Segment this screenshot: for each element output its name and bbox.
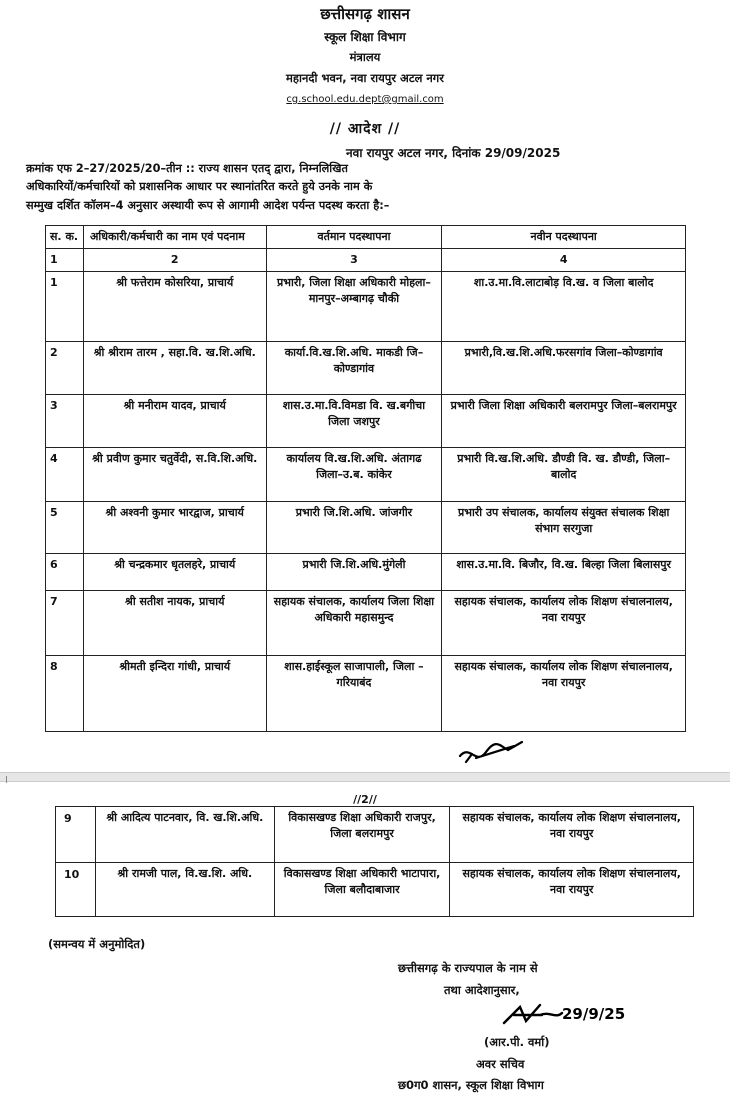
signatory-designation: अवर सचिव	[476, 1057, 525, 1071]
name-cell: श्री प्रवीण कुमार चतुर्वेदी, स.वि.शि.अधि.	[83, 448, 266, 502]
new-posting-cell: प्रभारी जिला शिक्षा अधिकारी बलरामपुर जिला–बलरामपुर	[442, 395, 686, 448]
approval-note: (समन्वय में अनुमोदित)	[48, 937, 146, 951]
governor-order-line: छत्तीसगढ़ के राज्यपाल के नाम से	[398, 961, 538, 975]
current-posting-cell: शास.हाईस्कूल साजापाली, जिला –गरियाबंद	[266, 656, 442, 732]
order-text-line-2: अधिकारियों/कर्मचारियों को प्रशासनिक आधार पर स्थानांतरित करते हुये उनके नाम के	[26, 180, 373, 193]
signatory-office: छ0ग0 शासन, स्कूल शिक्षा विभाग	[398, 1078, 544, 1092]
name-cell: श्री अश्वनी कुमार भारद्वाज, प्राचार्य	[83, 502, 266, 554]
order-heading: // आदेश //	[329, 121, 401, 137]
current-posting-cell: कार्या.वि.ख.शि.अधि. माकडी जि–कोण्डागांव	[266, 342, 442, 395]
name-cell: श्री मनीराम यादव, प्राचार्य	[83, 395, 266, 448]
table-row	[46, 342, 686, 395]
table-row	[46, 591, 686, 656]
officer-signature	[500, 993, 630, 1035]
new-posting-cell: शास.उ.मा.वि. बिजौर, वि.ख. बिल्हा जिला बिलासपुर	[442, 554, 686, 591]
initials-signature	[456, 738, 526, 768]
current-posting-cell: प्रभारी जि.शि.अधि.मुंगेली	[266, 554, 442, 591]
government-title: छत्तीसगढ़ शासन	[320, 5, 410, 23]
serial-cell: 9	[56, 807, 96, 863]
new-posting-cell: सहायक संचालक, कार्यालय लोक शिक्षण संचालनालय, नवा रायपुर	[442, 656, 686, 732]
table-row	[56, 863, 694, 917]
serial-cell: 5	[46, 502, 84, 554]
column-number-row	[46, 249, 686, 272]
new-posting-cell: प्रभारी,वि.ख.शि.अधि.फरसगांव जिला–कोण्डागांव	[442, 342, 686, 395]
new-posting-cell: शा.उ.मा.वि.लाटाबोड़ वि.ख. व जिला बालोद	[442, 272, 686, 342]
header-name: अधिकारी/कर्मचारी का नाम एवं पदनाम	[83, 226, 266, 249]
current-posting-cell: विकासखण्ड शिक्षा अधिकारी राजपुर, जिला बलरामपुर	[274, 807, 450, 863]
column-number: 3	[266, 249, 442, 272]
serial-cell: 4	[46, 448, 84, 502]
name-cell: श्री श्रीराम तारम , सहा.वि. ख.शि.अधि.	[83, 342, 266, 395]
header-serial: स. क.	[46, 226, 84, 249]
ministry-title: मंत्रालय	[349, 50, 381, 64]
order-text-line-1: क्रमांक एफ 2–27/2025/20–तीन :: राज्य शासन एतद् द्वारा, निम्नलिखित	[26, 162, 348, 175]
department-title: स्कूल शिक्षा विभाग	[324, 30, 406, 44]
new-posting-cell: प्रभारी उप संचालक, कार्यालय संयुक्त संचालक शिक्षा संभाग सरगुजा	[442, 502, 686, 554]
new-posting-cell: सहायक संचालक, कार्यालय लोक शिक्षण संचालनालय, नवा रायपुर	[450, 807, 694, 863]
new-posting-cell: प्रभारी वि.ख.शि.अधि. डौण्डी वि. ख. डौण्डी, जिला–बालोद	[442, 448, 686, 502]
table-row	[56, 807, 694, 863]
order-dateline: नवा रायपुर अटल नगर, दिनांक 29/09/2025	[346, 146, 561, 160]
name-cell: श्री चन्द्रकमार धृतलहरे, प्राचार्य	[83, 554, 266, 591]
by-order-line: तथा आदेशानुसार,	[444, 983, 520, 997]
serial-cell: 3	[46, 395, 84, 448]
name-cell: श्री फत्तेराम कोसरिया, प्राचार्य	[83, 272, 266, 342]
table-row	[46, 395, 686, 448]
order-page-2	[0, 783, 730, 1100]
name-cell: श्री सतीश नायक, प्राचार्य	[83, 591, 266, 656]
new-posting-cell: सहायक संचालक, कार्यालय लोक शिक्षण संचालनालय, नवा रायपुर	[450, 863, 694, 917]
current-posting-cell: प्रभारी, जिला शिक्षा अधिकारी मोहला–मानपुर–अम्बागढ़ चौकी	[266, 272, 442, 342]
name-cell: श्रीमती इन्दिरा गांधी, प्राचार्य	[83, 656, 266, 732]
name-cell: श्री रामजी पाल, वि.ख.शि. अधि.	[95, 863, 274, 917]
column-number: 2	[83, 249, 266, 272]
signatory-name: (आर.पी. वर्मा)	[484, 1035, 550, 1049]
table-row	[46, 502, 686, 554]
header-current-posting: वर्तमान पदस्थापना	[266, 226, 442, 249]
table-header-row	[46, 226, 686, 249]
page-number-mark: //2//	[353, 793, 377, 806]
department-email: cg.school.edu.dept@gmail.com	[286, 94, 444, 105]
current-posting-cell: कार्यालय वि.ख.शि.अधि. अंतागढ जिला–उ.ब. कांकेर	[266, 448, 442, 502]
table-row	[46, 554, 686, 591]
serial-cell: 2	[46, 342, 84, 395]
table-row	[46, 448, 686, 502]
transfer-table	[45, 225, 686, 732]
current-posting-cell: सहायक संचालक, कार्यालय जिला शिक्षा अधिकारी महासमुन्द	[266, 591, 442, 656]
serial-cell: 7	[46, 591, 84, 656]
column-number: 1	[46, 249, 84, 272]
current-posting-cell: शास.उ.मा.वि.विमडा वि. ख.बगीचा जिला जशपुर	[266, 395, 442, 448]
serial-cell: 1	[46, 272, 84, 342]
order-text-line-3: सम्मुख दर्शित कॉलम–4 अनुसार अस्थायी रूप से आगामी आदेश पर्यन्त पदस्थ करता है:–	[26, 199, 390, 212]
signature-date: 29/9/25	[562, 1005, 626, 1023]
page-separator	[0, 772, 730, 782]
header-new-posting: नवीन पदस्थापना	[442, 226, 686, 249]
current-posting-cell: विकासखण्ड शिक्षा अधिकारी भाटापारा, जिला बलौदाबाजार	[274, 863, 450, 917]
new-posting-cell: सहायक संचालक, कार्यालय लोक शिक्षण संचालनालय, नवा रायपुर	[442, 591, 686, 656]
serial-cell: 6	[46, 554, 84, 591]
transfer-table-continued	[55, 806, 694, 917]
table-row	[46, 272, 686, 342]
name-cell: श्री आदित्य पाटनवार, वि. ख.शि.अधि.	[95, 807, 274, 863]
office-address: महानदी भवन, नवा रायपुर अटल नगर	[286, 71, 444, 85]
serial-cell: 8	[46, 656, 84, 732]
serial-cell: 10	[56, 863, 96, 917]
current-posting-cell: प्रभारी जि.शि.अधि. जांजगीर	[266, 502, 442, 554]
column-number: 4	[442, 249, 686, 272]
table-row	[46, 656, 686, 732]
